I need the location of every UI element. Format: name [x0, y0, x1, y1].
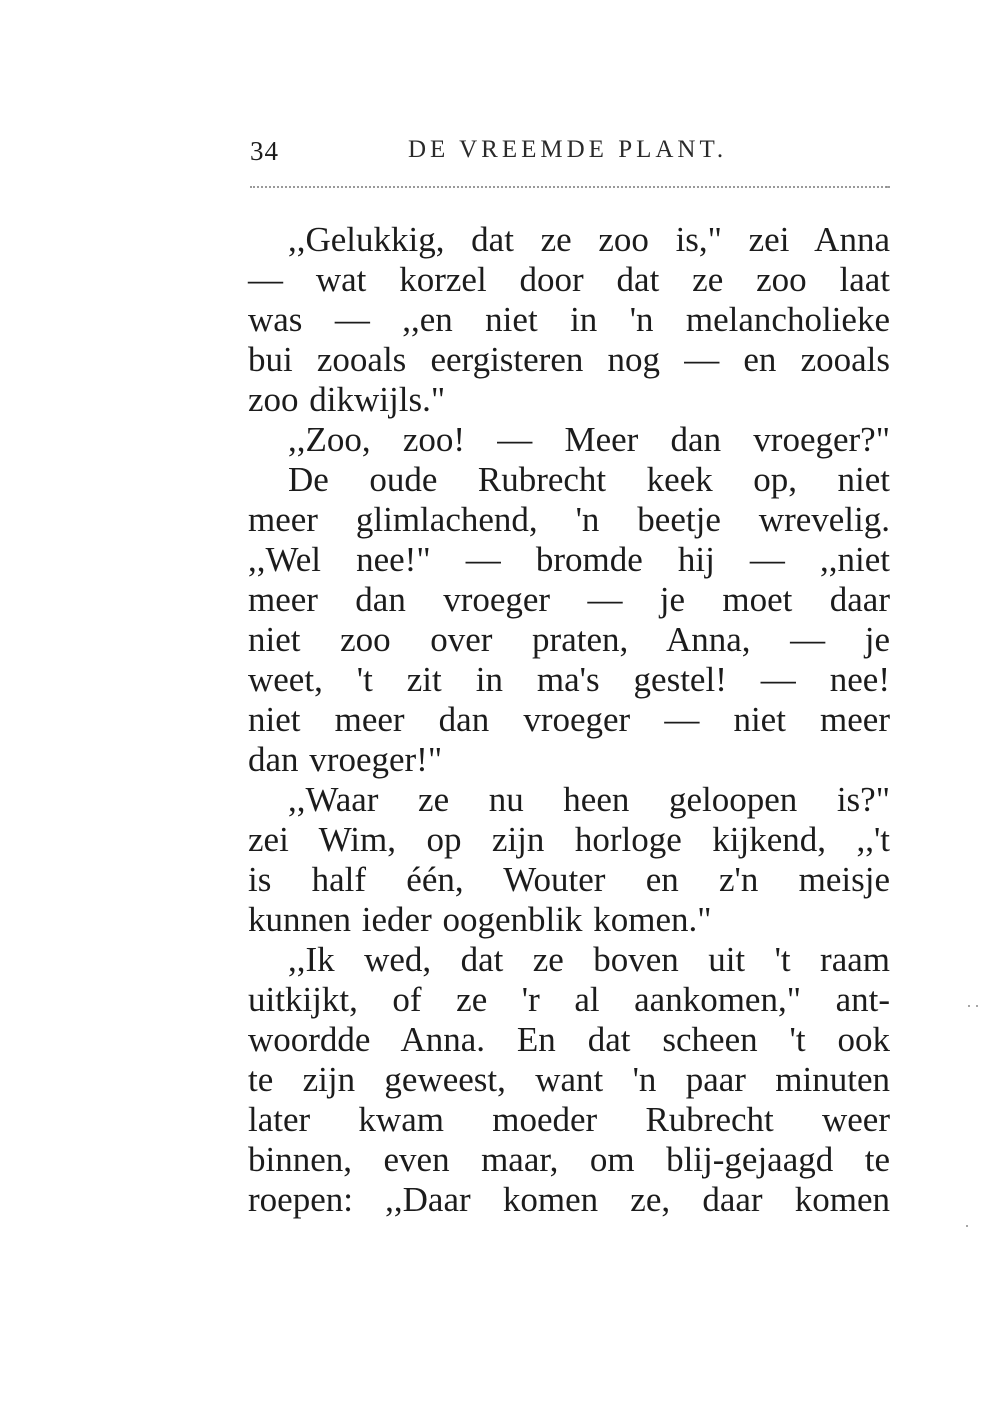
text-line: dan vroeger!" [248, 740, 443, 779]
text-line: te zijn geweest, want 'n paar minuten [248, 1060, 890, 1099]
running-title: DE VREEMDE PLANT. [408, 136, 728, 163]
text-line: uitkijkt, of ze 'r al aankomen," ant- [248, 980, 890, 1019]
text-line: meer glimlachend, 'n beetje wrevelig. [248, 500, 890, 539]
text-line: niet zoo over praten, Anna, — je [248, 620, 890, 659]
text-line: bui zooals eergisteren nog — en zooals [248, 340, 890, 379]
scan-speck [968, 1005, 970, 1007]
text-line: is half één, Wouter en z'n meisje [248, 860, 890, 899]
page-number: 34 [250, 136, 279, 166]
body-text [248, 220, 890, 1220]
scan-speck [966, 1225, 968, 1227]
text-line: zei Wim, op zijn horloge kijkend, ,,'t [248, 820, 890, 859]
text-line: ,,Ik wed, dat ze boven uit 't raam [288, 940, 890, 979]
text-line: niet meer dan vroeger — niet meer [248, 700, 890, 739]
header-rule [250, 186, 890, 188]
text-line: ,,Wel nee!" — bromde hij — ,,niet [248, 540, 890, 579]
text-line: roepen: ,,Daar komen ze, daar komen [248, 1180, 890, 1219]
text-line: ,,Zoo, zoo! — Meer dan vroeger?" [288, 420, 890, 459]
text-line: later kwam moeder Rubrecht weer [248, 1100, 890, 1139]
text-line: binnen, even maar, om blij-gejaagd te [248, 1140, 890, 1179]
scan-speck [976, 1005, 978, 1007]
text-line: weet, 't zit in ma's gestel! — nee! [248, 660, 890, 699]
text-line: ,,Waar ze nu heen geloopen is?" [288, 780, 890, 819]
text-line: ,,Gelukkig, dat ze zoo is," zei Anna [288, 220, 890, 259]
text-line: zoo dikwijls." [248, 380, 446, 419]
text-line: woordde Anna. En dat scheen 't ook [248, 1020, 890, 1059]
text-line: was — ,,en niet in 'n melancholieke [248, 300, 890, 339]
text-line: meer dan vroeger — je moet daar [248, 580, 890, 619]
running-head [250, 136, 890, 176]
text-line: kunnen ieder oogenblik komen." [248, 900, 712, 939]
text-line: De oude Rubrecht keek op, niet [288, 460, 890, 499]
text-line: — wat korzel door dat ze zoo laat [248, 260, 890, 299]
scan-speck [886, 186, 888, 188]
